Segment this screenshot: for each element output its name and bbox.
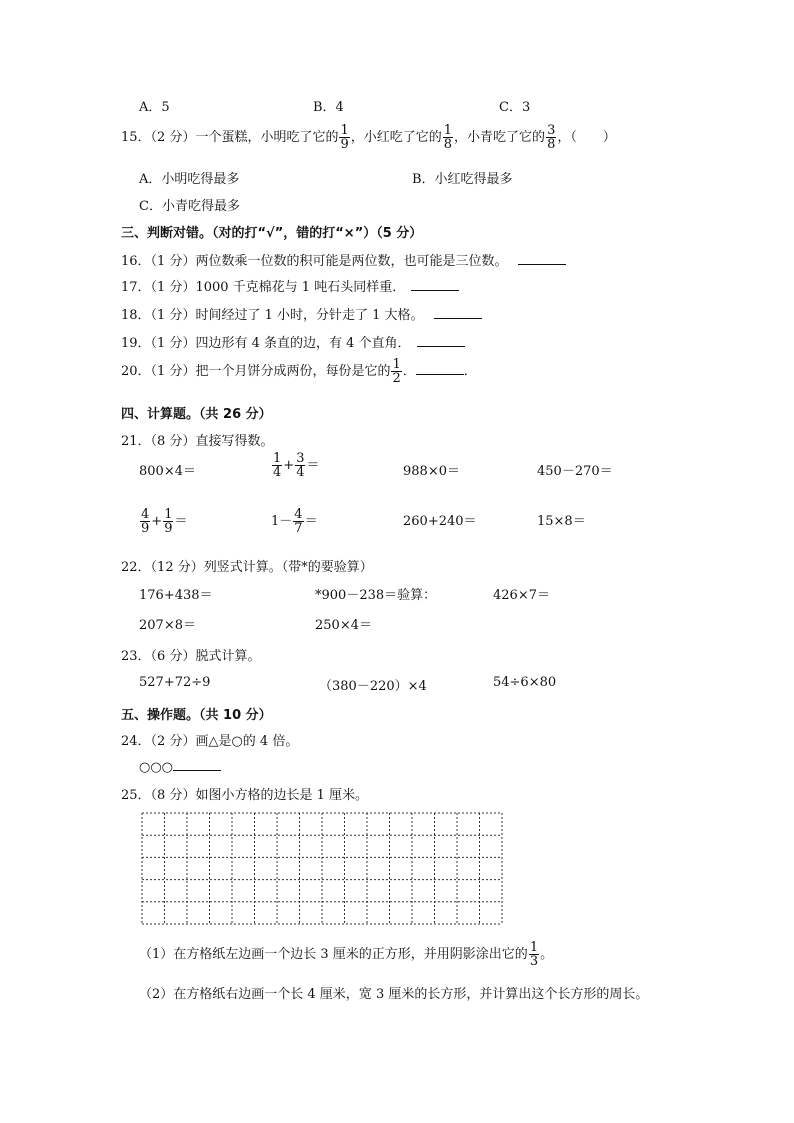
q24-answer-line: [139, 758, 221, 775]
q24-text: 画△是○的 4 倍。: [195, 734, 299, 749]
q20-fraction: $\frac{1}{2}$: [392, 357, 401, 386]
q25-text: 如图小方格的边长是 1 厘米。: [195, 788, 368, 803]
q24-number: 24．: [121, 734, 151, 749]
q15-text-4: ，（ ）: [557, 130, 616, 145]
q21-expr-4: 450－270＝: [537, 464, 613, 479]
q22-text: 列竖式计算。（带*的要验算）: [203, 560, 373, 575]
q21-score: （8 分）: [150, 434, 196, 449]
q22-prompt: [121, 556, 373, 575]
q25-part-1-text: （1）在方格纸左边画一个边长 3 厘米的正方形，并用阴影涂出它的: [139, 947, 528, 962]
q25-prompt: [121, 784, 368, 803]
q15-option-b: B．小红吃得最多: [412, 172, 513, 187]
q23-expr-1: 527+72÷9: [139, 675, 211, 690]
q21-expr-7: 260+240＝: [403, 514, 477, 529]
q19-answer-blank[interactable]: [417, 334, 465, 347]
q21-text: 直接写得数。: [195, 434, 274, 449]
q20-text: 把一个月饼分成两份，每份是它的: [195, 364, 391, 379]
q21-expr-6: 1－ $\frac{4}{7}$ ＝: [271, 507, 318, 536]
q25-score: （8 分）: [150, 788, 196, 803]
q18: [121, 304, 482, 323]
q23-number: 23．: [121, 649, 151, 664]
q20-answer-blank[interactable]: [416, 362, 464, 375]
section-4-heading: 四、计算题。（共 26 分）: [121, 407, 272, 422]
q22-expr-1: 176+438＝: [139, 588, 213, 603]
q18-number: 18．: [121, 308, 151, 323]
q17-text: 1000 千克棉花与 1 吨石头同样重．: [195, 280, 406, 295]
q17-score: （1 分）: [150, 280, 196, 295]
q23-score: （6 分）: [150, 649, 196, 664]
section-5-heading: 五、操作题。（共 10 分）: [121, 708, 272, 723]
q20-number: 20．: [121, 364, 151, 379]
q25-part-2: （2）在方格纸右边画一个长 4 厘米，宽 3 厘米的长方形，并计算出这个长方形的周长。: [139, 987, 649, 1002]
q14-option-c: C．3: [499, 100, 531, 115]
q22-expr-4: 207×8＝: [139, 618, 196, 633]
q18-text: 时间经过了 1 小时，分针走了 1 大格。: [195, 308, 424, 323]
q16-text: 两位数乘一位数的积可能是两位数，也可能是三位数。: [195, 254, 508, 269]
q17: [121, 276, 459, 295]
q21-number: 21．: [121, 434, 151, 449]
q20: [121, 358, 477, 385]
q17-answer-blank[interactable]: [411, 278, 459, 291]
q15-option-c: C．小青吃得最多: [139, 199, 240, 214]
q22-number: 22．: [121, 560, 151, 575]
q17-number: 17．: [121, 280, 151, 295]
q22-score: （12 分）: [150, 560, 204, 575]
q23-expr-3: 54÷6×80: [493, 675, 557, 690]
q15-text-2: ，小红吃了它的: [350, 130, 442, 145]
q18-score: （1 分）: [150, 308, 196, 323]
q15-text-3: ，小青吃了它的: [454, 130, 546, 145]
q25-part-1-fraction: $\frac{1}{3}$: [529, 940, 539, 969]
section-3-heading: 三、判断对错。（对的打“√”，错的打“×”）（5 分）: [121, 226, 423, 241]
q23-expr-2: （380－220）×4: [319, 679, 427, 694]
square-grid-paper[interactable]: [141, 812, 503, 925]
q25-part-1-punct: 。: [540, 947, 554, 962]
q15-fraction-3: $\frac{3}{8}$: [547, 123, 556, 152]
q15-option-a: A．小明吃得最多: [139, 172, 240, 187]
q24-prompt: [121, 730, 298, 749]
q15-score: （2 分）: [150, 130, 196, 145]
q21-prompt: [121, 430, 273, 449]
q16-answer-blank[interactable]: [518, 252, 566, 265]
q19-number: 19．: [121, 336, 151, 351]
q15-number: 15．: [121, 130, 151, 145]
q18-answer-blank[interactable]: [434, 306, 482, 319]
q15-fraction-1: $\frac{1}{9}$: [340, 123, 349, 152]
q21-expr-2: $\frac{1}{4}$ + $\frac{3}{4}$ ＝: [273, 451, 320, 480]
q21-expr-5: $\frac{4}{9}$ + $\frac{1}{9}$ ＝: [141, 507, 188, 536]
q15-fraction-2: $\frac{1}{8}$: [443, 123, 453, 152]
q16: [121, 250, 566, 269]
q20-punct-1: ．: [402, 364, 416, 379]
q23-prompt: [121, 645, 260, 664]
q14-option-b: B．4: [313, 100, 344, 115]
q23-text: 脱式计算。: [195, 649, 261, 664]
q22-expr-5: 250×4＝: [315, 618, 372, 633]
q19-score: （1 分）: [150, 336, 196, 351]
q16-score: （1 分）: [150, 254, 196, 269]
q20-score: （1 分）: [150, 364, 196, 379]
q14-option-a: A．5: [139, 100, 170, 115]
q25-part-1: [139, 941, 553, 968]
q15-text-1: 一个蛋糕，小明吃了它的: [195, 130, 339, 145]
q21-expr-8: 15×8＝: [537, 514, 586, 529]
q21-expr-1: 800×4＝: [139, 464, 196, 479]
q20-punct-2: ．: [463, 364, 477, 379]
q22-expr-2: *900－238＝验算：: [315, 588, 437, 603]
q25-number: 25．: [121, 788, 151, 803]
q24-score: （2 分）: [150, 734, 196, 749]
q16-number: 16．: [121, 254, 151, 269]
q19: [121, 332, 465, 351]
q19-text: 四边形有 4 条直的边，有 4 个直角．: [195, 336, 411, 351]
q22-expr-3: 426×7＝: [493, 588, 550, 603]
q15-question: [121, 124, 616, 151]
q24-answer-blank[interactable]: [173, 758, 221, 771]
q21-expr-3: 988×0＝: [403, 464, 460, 479]
circles-icon: ○○○: [139, 760, 174, 775]
